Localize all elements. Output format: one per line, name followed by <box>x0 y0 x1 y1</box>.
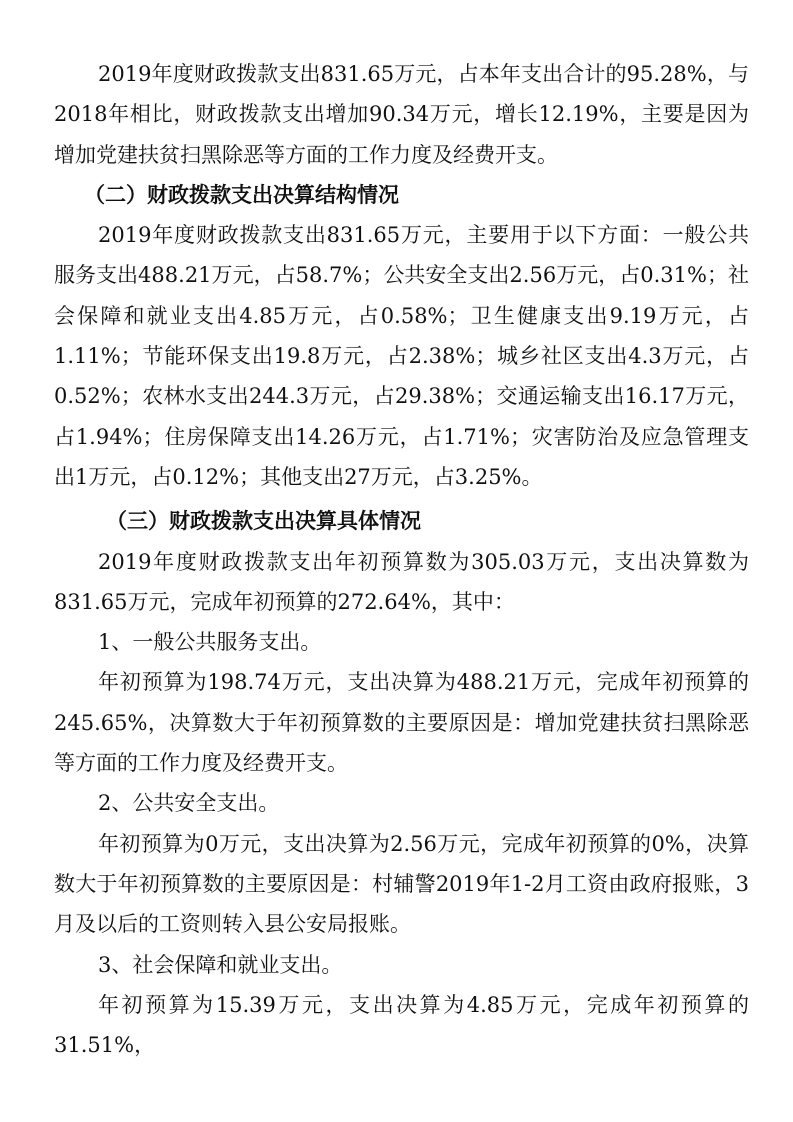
item3-paragraph: 年初预算为15.39万元，支出决算为4.85万元，完成年初预算的31.51%， <box>54 992 749 1058</box>
item1-title: 1、一般公共服务支出。 <box>98 630 322 655</box>
detail-paragraph: 2019年度财政拨款支出年初预算数为305.03万元，支出决算数为831.65万元，完成年初预算的272.64%，其中： <box>54 549 749 614</box>
structure-paragraph: 2019年度财政拨款支出831.65万元，主要用于以下方面：一般公共服务支出488.21万元，占58.7%；公共安全支出2.56万元，占0.31%；社会保障和就业支出4.85万元，占0.58%；卫生健康支出9.19万元，占1.11%；节能环保支出19.8万元，占2.38%；城乡社区支出4.3万元，占0.52%；农林水支出244.3万元，占29.38%；交通运输支出16.17万元，占1.94%；住房保障支出14.26万元，占1.71%；灾害防治及应急管理支出1万元，占0.12%；其他支出27万元，占3.25%。 <box>54 223 749 489</box>
item3-title: 3、社会保障和就业支出。 <box>98 952 343 977</box>
structure-heading: （二）财政拨款支出决算结构情况 <box>84 182 399 207</box>
item2-title: 2、公共安全支出。 <box>98 791 280 816</box>
detail-heading: （三）财政拨款支出决算具体情况 <box>106 509 421 534</box>
item1-paragraph: 年初预算为198.74万元，支出决算为488.21万元，完成年初预算的245.65%，决算数大于年初预算数的主要原因是：增加党建扶贫扫黑除恶等方面的工作力度及经费开支。 <box>54 670 749 776</box>
item2-paragraph: 年初预算为0万元，支出决算为2.56万元，完成年初预算的0%，决算数大于年初预算数的主要原因是：村辅警2019年1-2月工资由政府报账，3月及以后的工资则转入县公安局报账。 <box>54 831 749 937</box>
intro-paragraph: 2019年度财政拨款支出831.65万元，占本年支出合计的95.28%，与2018年相比，财政拨款支出增加90.34万元，增长12.19%，主要是因为增加党建扶贫扫黑除恶等方面的工作力度及经费开支。 <box>54 62 749 167</box>
